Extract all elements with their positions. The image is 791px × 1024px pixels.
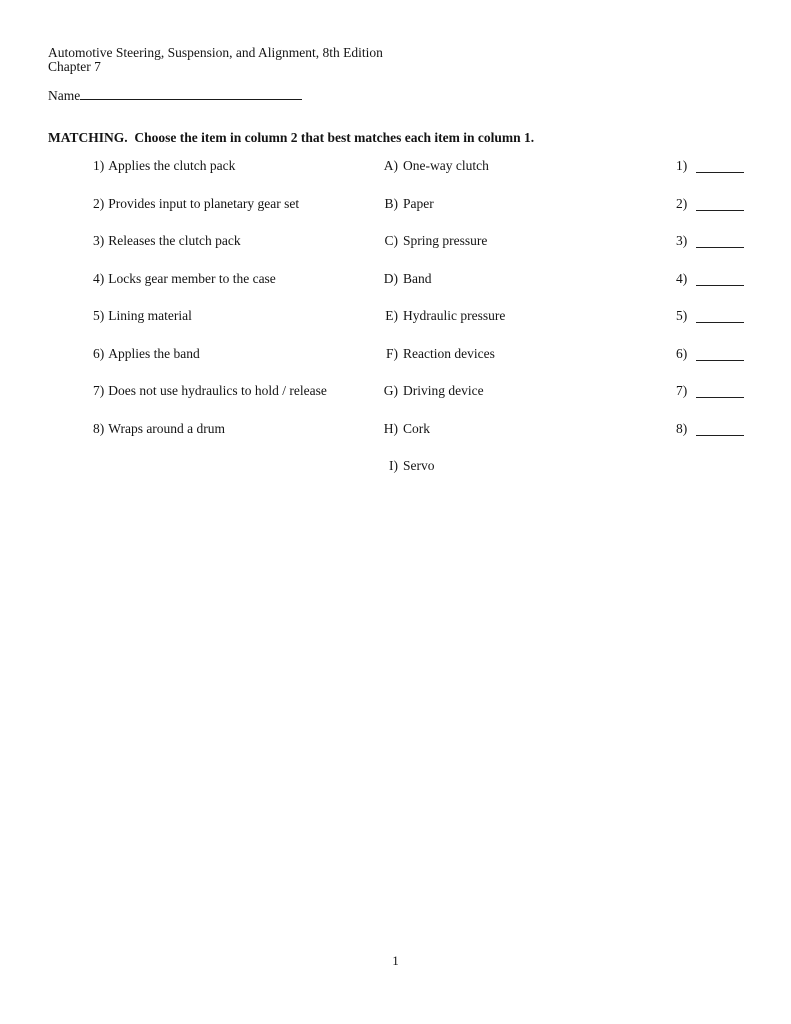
answer-slot — [676, 383, 744, 399]
item-text: Provides input to planetary gear set — [108, 195, 300, 211]
item-letter: G) — [383, 383, 398, 398]
col1-item — [93, 233, 241, 249]
item-letter: H) — [383, 420, 398, 436]
matching-row — [0, 458, 791, 496]
answer-slot — [676, 308, 744, 324]
answer-blank[interactable] — [696, 197, 744, 211]
page-number: 1 — [392, 953, 399, 968]
item-number: 7) — [93, 383, 105, 398]
answer-slot — [676, 421, 744, 437]
item-text: One-way clutch — [403, 158, 489, 173]
item-text: Releases the clutch pack — [108, 233, 241, 248]
matching-row — [0, 271, 791, 309]
item-text: Driving device — [403, 383, 484, 398]
matching-row — [0, 308, 791, 346]
answer-slot — [676, 158, 744, 174]
item-text: Applies the clutch pack — [108, 158, 236, 173]
item-number: 4) — [93, 270, 105, 286]
item-letter: A) — [383, 158, 398, 173]
answer-number: 5) — [676, 308, 688, 323]
item-letter: F) — [385, 345, 398, 361]
col1-item — [93, 158, 235, 174]
answer-slot — [676, 196, 744, 212]
matching-row — [0, 233, 791, 271]
matching-row — [0, 383, 791, 421]
col1-item — [93, 308, 192, 324]
answer-blank[interactable] — [696, 272, 744, 286]
name-blank-line[interactable] — [80, 86, 302, 100]
answer-blank[interactable] — [696, 347, 744, 361]
item-number: 1) — [93, 158, 105, 173]
matching-row — [0, 158, 791, 196]
item-text: Reaction devices — [403, 345, 495, 361]
item-letter: E) — [385, 308, 398, 323]
answer-number: 4) — [676, 270, 688, 286]
col2-item — [371, 233, 487, 249]
col2-item — [371, 458, 435, 474]
matching-row — [0, 346, 791, 384]
answer-number: 6) — [676, 345, 688, 361]
item-number: 8) — [93, 420, 105, 436]
answer-blank[interactable] — [696, 384, 744, 398]
col1-item — [93, 346, 200, 362]
col1-item — [93, 196, 299, 212]
col2-item — [371, 421, 430, 437]
answer-number: 7) — [676, 383, 688, 398]
item-text: Applies the band — [108, 345, 200, 361]
col2-item — [371, 346, 495, 362]
col2-item — [371, 308, 505, 324]
matching-table — [0, 158, 791, 496]
item-number: 2) — [93, 195, 105, 211]
col1-item — [93, 421, 225, 437]
item-number: 5) — [93, 308, 105, 323]
document-header — [48, 46, 383, 74]
item-letter: B) — [384, 195, 398, 211]
answer-number: 8) — [676, 420, 688, 436]
document-title: Automotive Steering, Suspension, and Alignment, 8th Edition — [48, 45, 383, 60]
answer-blank[interactable] — [696, 422, 744, 436]
item-letter: I) — [389, 458, 398, 473]
item-text: Hydraulic pressure — [403, 308, 506, 323]
chapter-label: Chapter 7 — [48, 59, 101, 74]
item-text: Cork — [403, 420, 430, 436]
matching-row — [0, 196, 791, 234]
col1-item — [93, 271, 276, 287]
name-label: Name — [48, 88, 81, 103]
answer-slot — [676, 271, 744, 287]
item-number: 3) — [93, 233, 105, 248]
item-text: Locks gear member to the case — [108, 270, 276, 286]
item-text: Wraps around a drum — [108, 420, 226, 436]
col1-item — [93, 383, 327, 399]
col2-item — [371, 158, 489, 174]
item-letter: D) — [383, 270, 398, 286]
item-text: Does not use hydraulics to hold / release — [108, 383, 327, 398]
matching-row — [0, 421, 791, 459]
answer-slot — [676, 346, 744, 362]
item-text: Paper — [403, 195, 434, 211]
answer-number: 3) — [676, 233, 688, 248]
col2-item — [371, 271, 432, 287]
answer-number: 2) — [676, 195, 688, 211]
answer-blank[interactable] — [696, 309, 744, 323]
col2-item — [371, 383, 484, 399]
item-letter: C) — [384, 233, 398, 248]
item-text: Band — [403, 270, 432, 286]
item-number: 6) — [93, 345, 105, 361]
matching-instructions: MATCHING. Choose the item in column 2 that best matches each item in column 1. — [48, 130, 535, 145]
answer-blank[interactable] — [696, 234, 744, 248]
item-text: Servo — [403, 458, 435, 473]
name-field-row — [48, 86, 302, 104]
answer-number: 1) — [676, 158, 688, 173]
col2-item — [371, 196, 434, 212]
answer-blank[interactable] — [696, 159, 744, 173]
item-text: Spring pressure — [403, 233, 488, 248]
item-text: Lining material — [108, 308, 192, 323]
answer-slot — [676, 233, 744, 249]
